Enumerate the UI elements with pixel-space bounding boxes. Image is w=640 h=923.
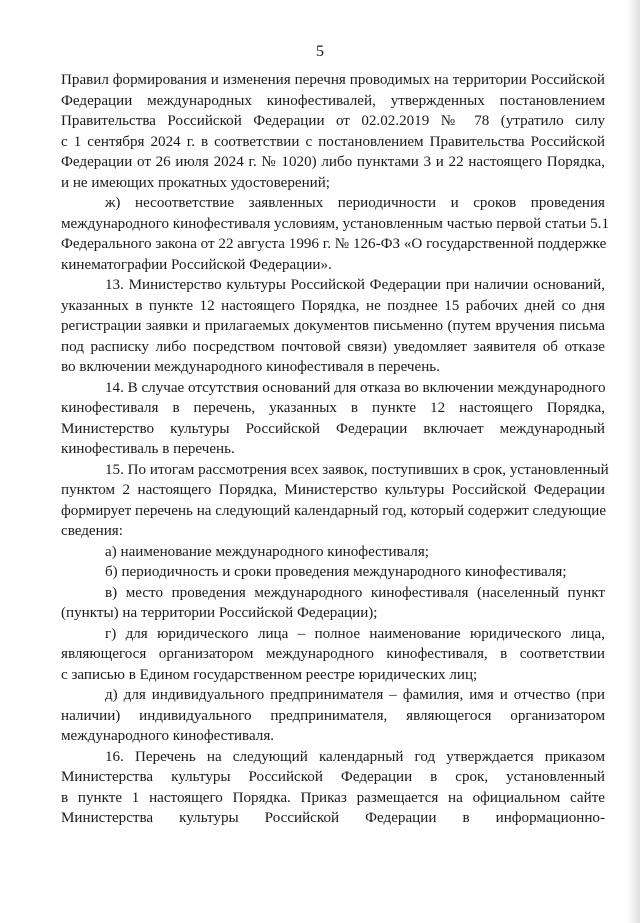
text-line: под расписку либо посредством почтовой связи) уведомляет заявителя об отказе (61, 338, 605, 355)
text-line: Правил формирования и изменения перечня проводимых на территории Российской (61, 72, 605, 88)
text-line: б) периодичность и сроки проведения международного кинофестиваля; (105, 564, 567, 580)
text-line: международного кинофестиваля. (61, 728, 275, 744)
text-line: формирует перечень на следующий календарный год, который содержит следующие (61, 502, 607, 519)
text-line: Министерство культуры Российской Федерации включает международный (61, 420, 605, 437)
paragraph-g (61, 624, 605, 686)
text-line: (пункты) на территории Российской Федерации); (61, 605, 378, 621)
text-line: кинофестиваль в перечень. (61, 441, 235, 457)
text-line: Правительства Российской Федерации от 02.02.2019 № 78 (утратило силу (61, 113, 605, 129)
text-line: Министерства культуры Российской Федерации в срок, установленный (61, 769, 605, 785)
paragraph-v (61, 583, 605, 624)
document-body (61, 70, 610, 829)
paragraph-16 (61, 747, 605, 829)
text-line: и не имеющих прокатных удостоверений; (61, 174, 330, 191)
text-line: наличии) индивидуального предпринимателя, являющегося организатором (61, 707, 605, 724)
text-line: пунктом 2 настоящего Порядка, Министерство культуры Российской Федерации (61, 482, 605, 498)
text-line: а) наименование международного кинофестиваля; (105, 543, 429, 560)
paragraph-13 (61, 275, 605, 378)
text-line: 14. В случае отсутствия оснований для отказа во включении международного (105, 379, 606, 396)
text-line: во включении международного кинофестиваля в перечень. (61, 359, 440, 375)
paragraph-15 (61, 460, 609, 542)
text-line: являющегося организатором международного кинофестиваля, в соответствии (61, 646, 605, 662)
paragraph-a (61, 542, 605, 563)
text-line: сведения: (61, 523, 123, 539)
paragraph-zh (61, 193, 610, 275)
text-line: Федерации международных кинофестивалей, утвержденных постановлением (61, 92, 605, 109)
text-line: указанных в пункте 12 настоящего Порядка, не позднее 15 рабочих дней со дня (61, 297, 605, 314)
text-line: Федерации от 26 июля 2024 г. № 1020) либо пунктами 3 и 22 настоящего Порядка, (61, 154, 605, 170)
scan-edge-shadow (626, 0, 640, 923)
text-line: международного кинофестиваля условиям, установленным частью первой статьи 5.1 (61, 215, 610, 232)
text-line: 13. Министерство культуры Российской Федерации при наличии оснований, (105, 277, 605, 293)
text-line: Федерального закона от 22 августа 1996 г. № 126-ФЗ «О государственной поддержке (61, 236, 607, 252)
page-number: 5 (316, 43, 324, 60)
text-line: 16. Перечень на следующий календарный год утверждается приказом (105, 748, 605, 765)
text-line: в пункте 1 настоящего Порядка. Приказ размещается на официальном сайте (61, 789, 605, 806)
text-line: д) для индивидуального предпринимателя – фамилия, имя и отчество (при (105, 687, 605, 703)
text-line: регистрации заявки и прилагаемых документов письменно (путем вручения письма (61, 318, 605, 334)
paragraph-b (61, 562, 605, 583)
paragraph-14 (61, 378, 605, 460)
text-line: Министерства культуры Российской Федерации в информационно- (61, 810, 605, 826)
text-line: кинофестиваля в перечень, указанных в пункте 12 настоящего Порядка, (61, 400, 605, 416)
text-line: г) для юридического лица – полное наименование юридического лица, (105, 625, 605, 642)
paragraph-continuation (61, 70, 605, 193)
paragraph-d (61, 685, 605, 747)
text-line: кинематографии Российской Федерации». (61, 256, 332, 273)
text-line: с записью в Едином государственном реестре юридических лиц; (61, 666, 478, 683)
text-line: ж) несоответствие заявленных периодичности и сроков проведения (105, 195, 605, 211)
text-line: 15. По итогам рассмотрения всех заявок, поступивших в срок, установленный (105, 461, 609, 478)
text-line: с 1 сентября 2024 г. в соответствии с постановлением Правительства Российской (61, 133, 605, 150)
text-line: в) место проведения международного кинофестиваля (населенный пункт (105, 584, 605, 601)
